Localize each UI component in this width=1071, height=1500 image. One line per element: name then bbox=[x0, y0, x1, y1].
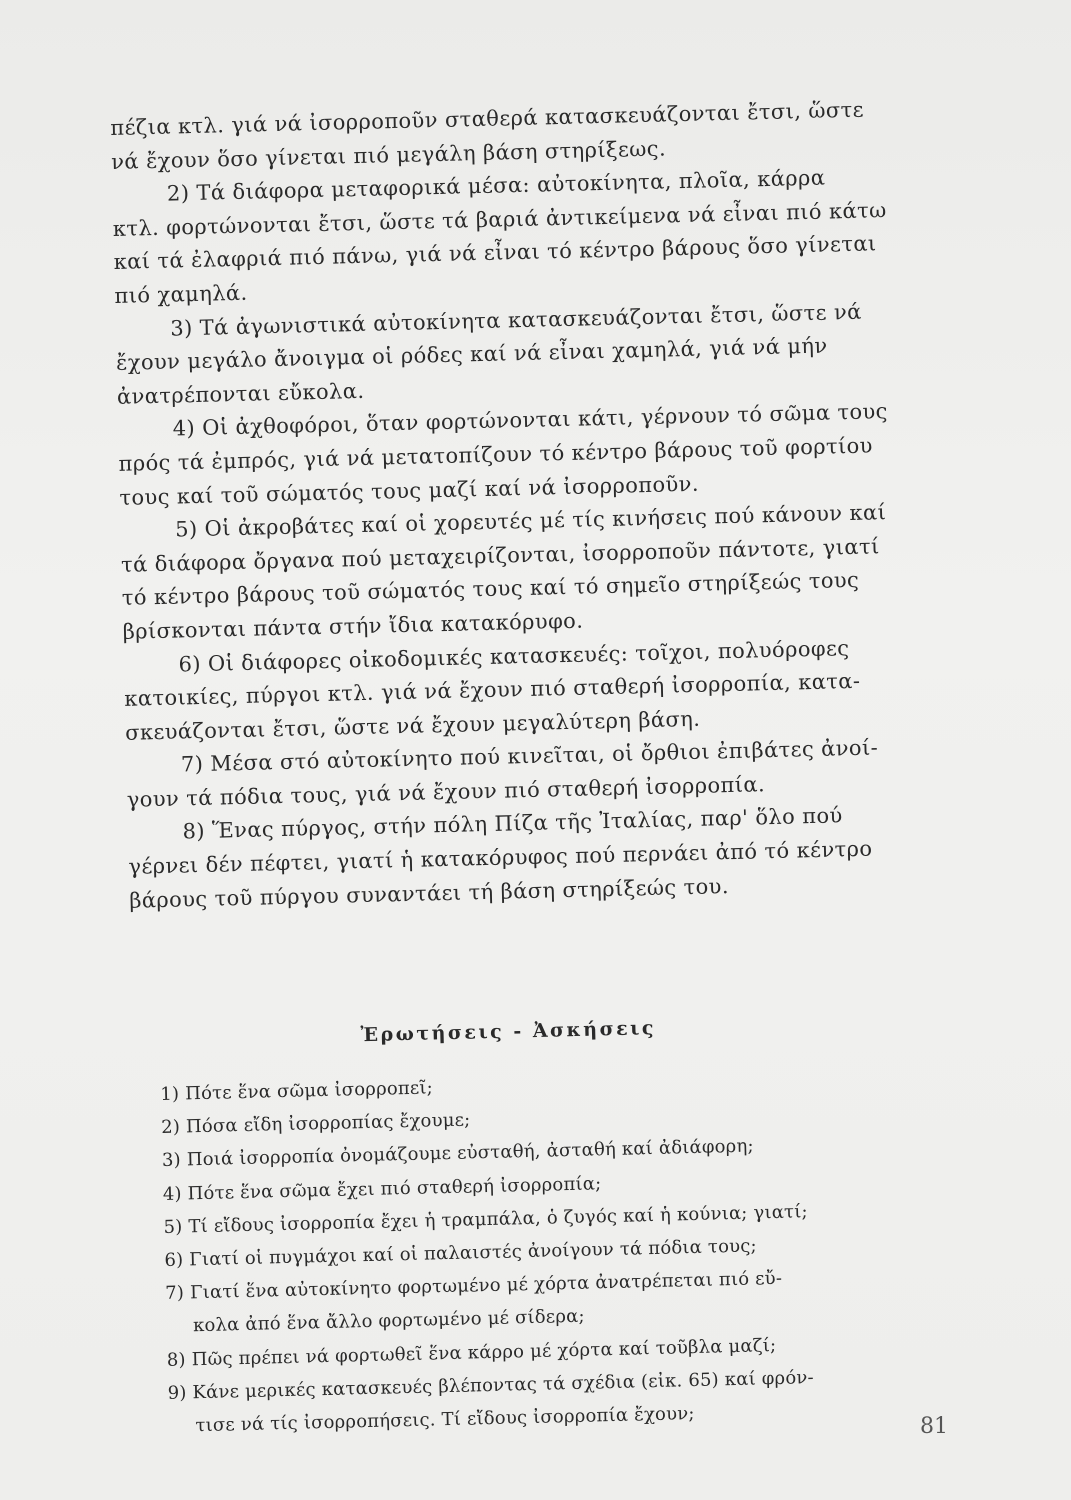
body-line: τους καί τοῦ σώματός τους μαζί καί νά ἰσορροποῦν. bbox=[119, 471, 700, 510]
body-line: πέζια κτλ. γιά νά ἰσορροποῦν σταθερά κατασκευάζονται ἔτσι, ὥστε bbox=[110, 97, 865, 140]
question-item: 4) Πότε ἕνα σῶμα ἔχει πιό σταθερή ἰσορροπία; bbox=[162, 1172, 602, 1205]
body-line: γουν τά πόδια τους, γιά νά ἔχουν πιό σταθερή ἰσορροπία. bbox=[126, 772, 766, 812]
page-number: 81 bbox=[920, 1414, 948, 1439]
body-line: νά ἔχουν ὅσο γίνεται πιό μεγάλη βάση στηρίξεως. bbox=[110, 136, 667, 174]
body-line: σκευάζονται ἔτσι, ὥστε νά ἔχουν μεγαλύτερη βάση. bbox=[124, 706, 701, 745]
body-line: 5) Οἱ ἀκροβάτες καί οἱ χορευτές μέ τίς κινήσεις πού κάνουν καί bbox=[174, 500, 887, 542]
question-item: 3) Ποιά ἰσορροπία ὀνομάζουμε εὐσταθή, ἀσταθή καί ἀδιάφορη; bbox=[161, 1135, 754, 1172]
body-line: 8) Ἕνας πύργος, στήν πόλη Πίζα τῆς Ἰταλίας, παρ' ὅλο πού bbox=[182, 803, 843, 844]
body-line: πιό χαμηλά. bbox=[114, 280, 248, 308]
body-line: κτλ. φορτώνονται ἔτσι, ὥστε τά βαριά ἀντικείμενα νά εἶναι πιό κάτω bbox=[112, 197, 887, 241]
body-line: κατοικίες, πύργοι κτλ. γιά νά ἔχουν πιό σταθερή ἰσορροπία, κατα- bbox=[124, 668, 861, 711]
body-line: πρός τά ἐμπρός, γιά νά μετατοπίζουν τό κέντρο βάρους τοῦ φορτίου bbox=[118, 433, 874, 476]
body-line: 3) Τά ἀγωνιστικά αὐτοκίνητα κατασκευάζονται ἔτσι, ὥστε νά bbox=[170, 299, 862, 341]
question-item: 7) Γιατί ἕνα αὐτοκίνητο φορτωμένο μέ χόρτα ἀνατρέπεται πιό εὔ- bbox=[165, 1267, 783, 1305]
question-item: 6) Γιατί οἱ πυγμάχοι καί οἱ παλαιστές ἀνοίγουν τά πόδια τους; bbox=[164, 1235, 758, 1271]
body-line: 7) Μέσα στό αὐτοκίνητο πού κινεῖται, οἱ ὄρθιοι ἐπιβάτες ἀνοί- bbox=[180, 735, 879, 777]
question-item: 1) Πότε ἕνα σῶμα ἰσορροπεῖ; bbox=[160, 1077, 434, 1105]
question-item: 9) Κάνε μερικές κατασκευές βλέποντας τά σχέδια (εἰκ. 65) καί φρόν- bbox=[167, 1366, 815, 1404]
section-heading-text: Ἐρωτήσεις - Ἀσκήσεις bbox=[360, 1017, 657, 1047]
questions-list bbox=[160, 1059, 929, 1443]
body-line: τά διάφορα ὄργανα πού μεταχειρίζονται, ἰσορροποῦν πάντοτε, γιατί bbox=[120, 534, 880, 577]
body-line: βάρους τοῦ πύργου συναντάει τή βάση στηρίξεώς του. bbox=[128, 873, 730, 913]
body-line: καί τά ἐλαφριά πιό πάνω, γιά νά εἶναι τό κέντρο βάρους ὅσο γίνεται bbox=[113, 231, 877, 275]
question-item: 8) Πῶς πρέπει νά φορτωθεῖ ἕνα κάρρο μέ χόρτα καί τοῦβλα μαζί; bbox=[166, 1334, 777, 1371]
body-line: 6) Οἱ διάφορες οἰκοδομικές κατασκευές: τοῖχοι, πολυόροφες bbox=[178, 635, 850, 676]
question-item: 5) Τί εἴδους ἰσορροπία ἔχει ἡ τραμπάλα, ὁ ζυγός καί ἡ κούνια; γιατί; bbox=[163, 1200, 808, 1238]
question-item-continuation: κολα ἀπό ἕνα ἄλλο φορτωμένο μέ σίδερα; bbox=[192, 1306, 585, 1337]
body-line: ἔχουν μεγάλο ἄνοιγμα οἱ ρόδες καί νά εἶναι χαμηλά, γιά νά μήν bbox=[115, 333, 828, 376]
body-line: ἀνατρέπονται εὔκολα. bbox=[116, 378, 365, 409]
question-item: 2) Πόσα εἴδη ἰσορροπίας ἔχουμε; bbox=[160, 1109, 471, 1139]
body-line: τό κέντρο βάρους τοῦ σώματός τους καί τό σημεῖο στηρίξεώς τους bbox=[121, 568, 860, 611]
body-line: γέρνει δέν πέφτει, γιατί ἡ κατακόρυφος πού περνάει ἀπό τό κέντρο bbox=[128, 836, 873, 879]
body-line: 2) Τά διάφορα μεταφορικά μέσα: αὐτοκίνητα, πλοῖα, κάρρα bbox=[166, 165, 826, 206]
section-heading bbox=[0, 1007, 1071, 1055]
question-item-continuation: τισε νά τίς ἰσορροπήσεις. Τί εἴδους ἰσορροπία ἔχουν; bbox=[195, 1402, 695, 1437]
body-line: 4) Οἱ ἀχθοφόροι, ὅταν φορτώνονται κάτι, γέρνουν τό σῶμα τους bbox=[172, 399, 889, 441]
body-text bbox=[110, 91, 974, 918]
body-line: βρίσκονται πάντα στήν ἴδια κατακόρυφο. bbox=[122, 608, 584, 644]
